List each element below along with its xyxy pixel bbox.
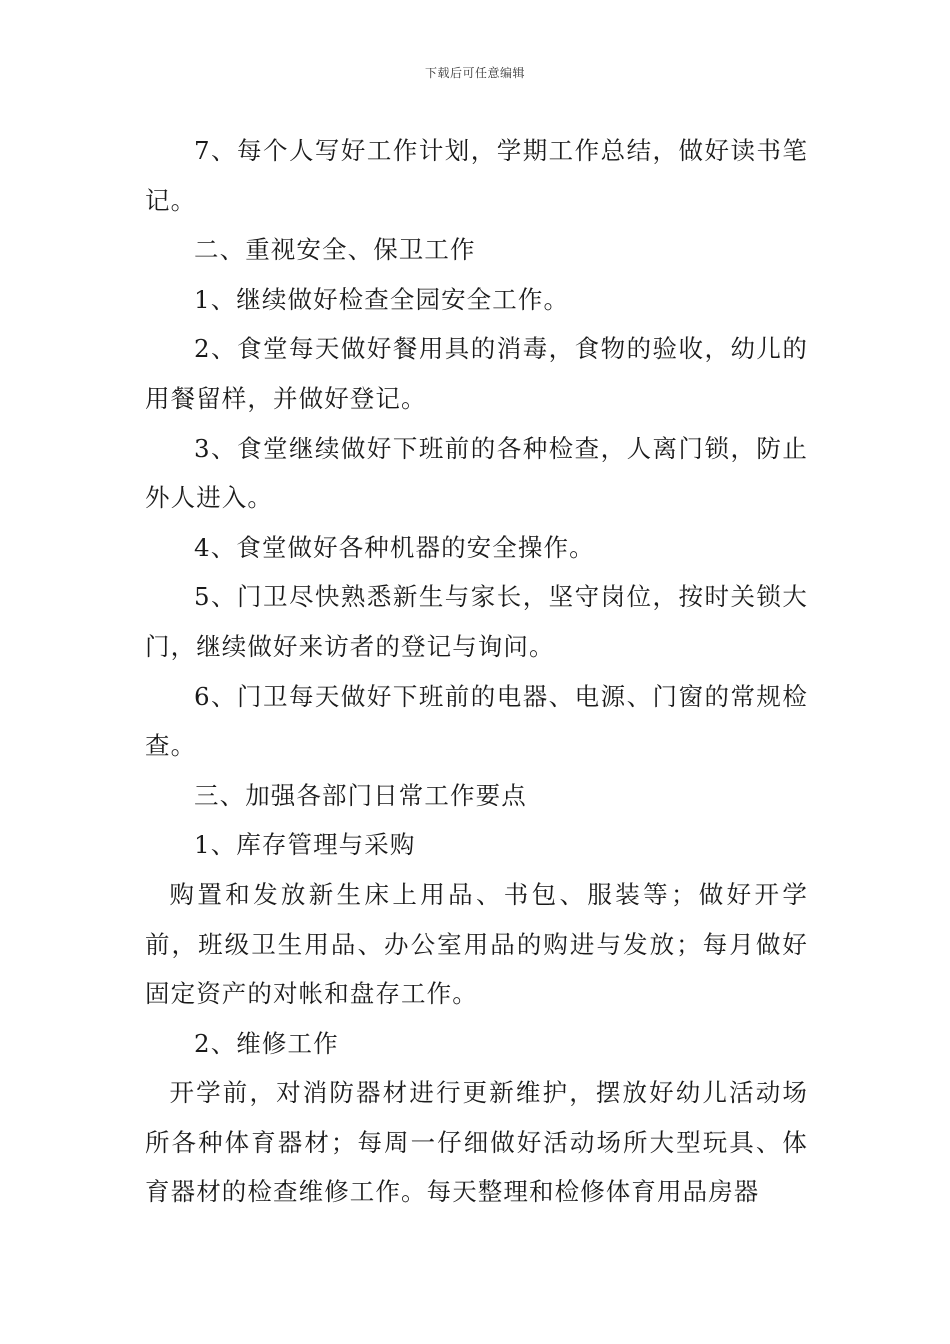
page-header: 下载后可任意编辑 — [424, 66, 525, 80]
subsection-heading: 2、维修工作 — [194, 1028, 339, 1058]
section-heading: 三、加强各部门日常工作要点 — [194, 780, 527, 810]
paragraph: 2、食堂每天做好餐用具的消毒，食物的验收，幼儿的用餐留样，并做好登记。 — [145, 334, 808, 413]
paragraph: 4、食堂做好各种机器的安全操作。 — [194, 532, 595, 562]
paragraph: 购置和发放新生床上用品、书包、服装等；做好开学前，班级卫生用品、办公室用品的购进与发放；每月做好固定资产的对帐和盘存工作。 — [145, 879, 808, 1009]
paragraph: 6、门卫每天做好下班前的电器、电源、门窗的常规检查。 — [145, 681, 808, 761]
document-body — [145, 126, 808, 1217]
paragraph: 1、继续做好检查全园安全工作。 — [194, 284, 570, 314]
subsection-heading: 1、库存管理与采购 — [194, 830, 416, 860]
paragraph: 5、门卫尽快熟悉新生与家长，坚守岗位，按时关锁大门，继续做好来访者的登记与询问。 — [145, 582, 808, 661]
section-heading: 二、重视安全、保卫工作 — [194, 235, 476, 265]
paragraph: 3、食堂继续做好下班前的各种检查，人离门锁，防止外人进入。 — [145, 433, 808, 513]
paragraph: 开学前，对消防器材进行更新维护，摆放好幼儿活动场所各种体育器材；每周一仔细做好活动场所大型玩具、体育器材的检查维修工作。每天整理和检修体育用品房器 — [145, 1078, 808, 1207]
paragraph: 7、每个人写好工作计划，学期工作总结，做好读书笔记。 — [145, 136, 808, 215]
